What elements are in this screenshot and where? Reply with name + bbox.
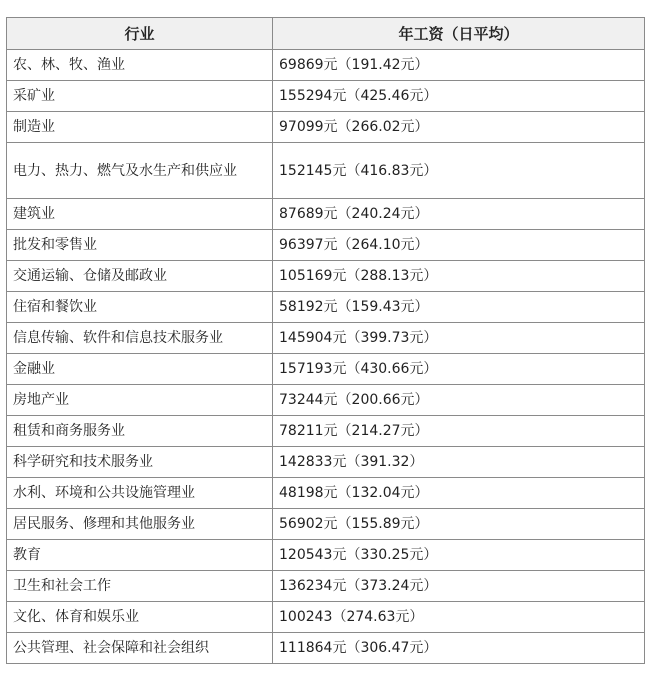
wage-cell: 120543元（330.25元） [273, 540, 645, 571]
industry-cell: 信息传输、软件和信息技术服务业 [7, 323, 273, 354]
industry-cell: 农、林、牧、渔业 [7, 50, 273, 81]
salary-table-container [6, 17, 644, 664]
table-row [7, 112, 645, 143]
wage-cell: 136234元（373.24元） [273, 571, 645, 602]
industry-cell: 租赁和商务服务业 [7, 416, 273, 447]
table-row [7, 50, 645, 81]
industry-cell: 采矿业 [7, 81, 273, 112]
table-row [7, 602, 645, 633]
industry-cell: 公共管理、社会保障和社会组织 [7, 633, 273, 664]
industry-cell: 建筑业 [7, 199, 273, 230]
table-row [7, 633, 645, 664]
header-annual-wage: 年工资（日平均） [273, 18, 645, 50]
wage-cell: 100243（274.63元） [273, 602, 645, 633]
industry-cell: 制造业 [7, 112, 273, 143]
table-body [7, 50, 645, 664]
industry-cell: 房地产业 [7, 385, 273, 416]
table-row [7, 478, 645, 509]
table-row [7, 292, 645, 323]
wage-cell: 78211元（214.27元） [273, 416, 645, 447]
wage-cell: 152145元（416.83元） [273, 143, 645, 199]
wage-cell: 155294元（425.46元） [273, 81, 645, 112]
wage-cell: 48198元（132.04元） [273, 478, 645, 509]
table-row [7, 199, 645, 230]
table-row [7, 230, 645, 261]
industry-cell: 住宿和餐饮业 [7, 292, 273, 323]
industry-cell: 批发和零售业 [7, 230, 273, 261]
industry-cell: 居民服务、修理和其他服务业 [7, 509, 273, 540]
wage-cell: 111864元（306.47元） [273, 633, 645, 664]
industry-cell: 卫生和社会工作 [7, 571, 273, 602]
wage-cell: 97099元（266.02元） [273, 112, 645, 143]
wage-cell: 157193元（430.66元） [273, 354, 645, 385]
table-row [7, 261, 645, 292]
header-industry: 行业 [7, 18, 273, 50]
table-row [7, 354, 645, 385]
table-row [7, 416, 645, 447]
wage-cell: 73244元（200.66元） [273, 385, 645, 416]
table-row [7, 323, 645, 354]
table-row [7, 509, 645, 540]
table-row [7, 540, 645, 571]
industry-cell: 教育 [7, 540, 273, 571]
industry-cell: 水利、环境和公共设施管理业 [7, 478, 273, 509]
table-header-row [7, 18, 645, 50]
table-row [7, 447, 645, 478]
wage-cell: 69869元（191.42元） [273, 50, 645, 81]
industry-cell: 科学研究和技术服务业 [7, 447, 273, 478]
industry-cell: 电力、热力、燃气及水生产和供应业 [7, 143, 273, 199]
wage-cell: 142833元（391.32） [273, 447, 645, 478]
industry-cell: 金融业 [7, 354, 273, 385]
wage-cell: 56902元（155.89元） [273, 509, 645, 540]
wage-cell: 58192元（159.43元） [273, 292, 645, 323]
table-row [7, 571, 645, 602]
wage-cell: 87689元（240.24元） [273, 199, 645, 230]
wage-cell: 96397元（264.10元） [273, 230, 645, 261]
industry-cell: 文化、体育和娱乐业 [7, 602, 273, 633]
table-row [7, 385, 645, 416]
wage-cell: 105169元（288.13元） [273, 261, 645, 292]
table-row [7, 143, 645, 199]
wage-cell: 145904元（399.73元） [273, 323, 645, 354]
industry-salary-table [6, 17, 645, 664]
table-row [7, 81, 645, 112]
industry-cell: 交通运输、仓储及邮政业 [7, 261, 273, 292]
